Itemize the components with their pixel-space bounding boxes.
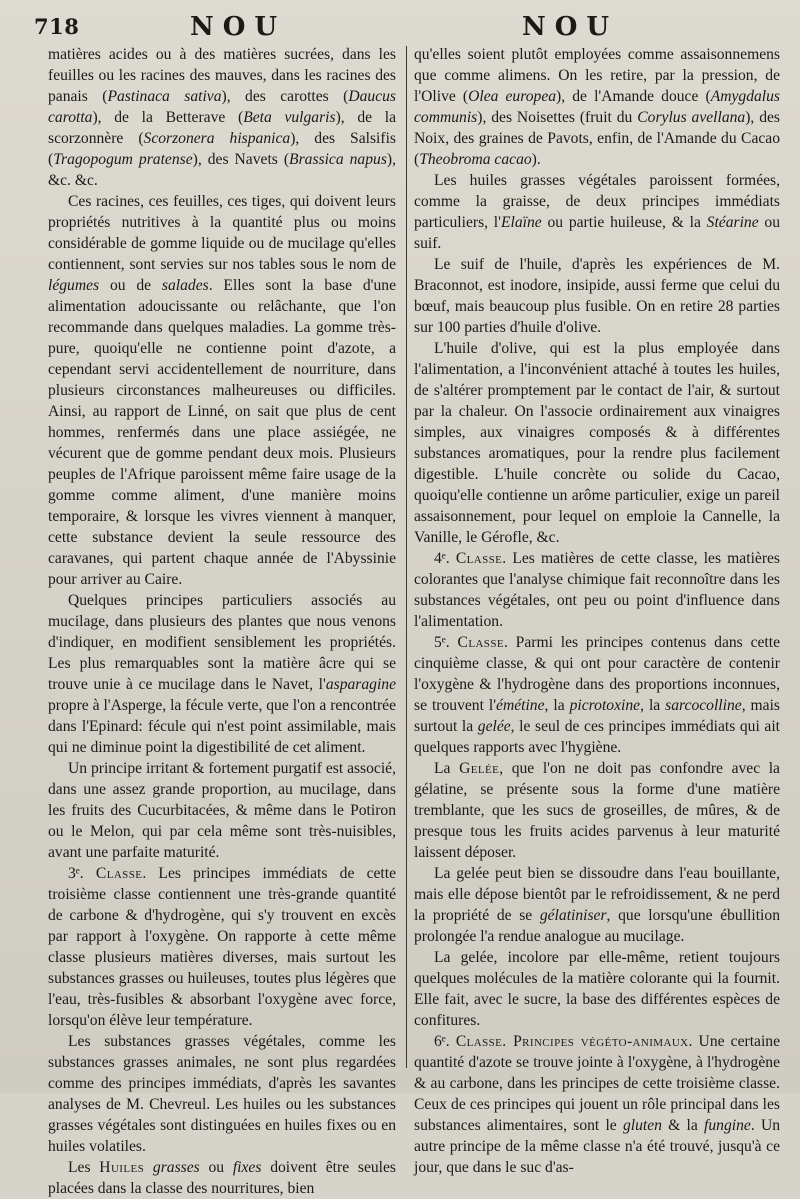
paragraph xyxy=(48,1031,396,1157)
text-run: ), &c. &c. xyxy=(48,151,396,189)
text-run: Les xyxy=(68,1159,100,1176)
text-run xyxy=(144,1159,153,1176)
paragraph xyxy=(48,590,396,758)
text-run: Les huiles grasses végétales paroissent formées, comme la graisse, de deux principes immédiats particuliers, l' xyxy=(414,172,780,231)
text-run: Ces racines, ces feuilles, ces tiges, qui doivent leurs propriétés nutritives à la quantité plus ou moins considérable de gomme liquide ou de mucilage qu'elles contiennent, sont servies sur nos tables sous le nom de xyxy=(48,193,396,273)
text-run: ou xyxy=(199,1159,233,1176)
text-run: , que lorsqu'une ébullition prolongée l'a rendue analogue au mucilage. xyxy=(414,907,780,945)
italic-term: Amygdalus communis xyxy=(414,88,780,126)
text-run: , la xyxy=(544,697,570,714)
text-run: qu'elles soient plutôt employées comme assaisonnemens que comme alimens. On les retire, par la pression, de l'Olive ( xyxy=(414,46,780,105)
text-run: 6ᵉ. xyxy=(434,1033,456,1050)
running-head-right: NOU xyxy=(522,12,619,42)
italic-term: picrotoxine xyxy=(569,697,641,714)
small-caps-term: Classe xyxy=(457,634,504,651)
text-run: ), de la Betterave ( xyxy=(92,109,244,126)
text-run: ), de la scorzonnère ( xyxy=(48,109,396,147)
paragraph xyxy=(414,44,780,170)
italic-term: Beta vulgaris xyxy=(243,109,336,126)
text-run: & la xyxy=(661,1117,705,1134)
text-run: . Les matières de cette classe, les matières colorantes que l'analyse chimique fait reconnoître dans les substances végétales, ont peu ou point d'influence dans l'alimentation. xyxy=(414,550,781,630)
paragraph xyxy=(414,758,780,863)
text-run: . Parmi les principes contenus dans cette cinquième classe, & qui ont pour caractère de contenir l'oxygène & l'hydrogène dans des proportions inconnues, se trouvent l' xyxy=(414,634,780,714)
italic-term: gélatiniser xyxy=(539,907,607,924)
italic-term: salades xyxy=(161,277,209,294)
text-run: . Un autre principe de la même classe n'a été trouvé, jusqu'à ce jour, que dans le suc d'as- xyxy=(414,1117,780,1176)
italic-term: Theobroma cacao xyxy=(419,151,532,168)
italic-term: fixes xyxy=(232,1159,262,1176)
paragraph xyxy=(414,1031,780,1178)
italic-term: Corylus avellana xyxy=(637,109,746,126)
text-run: ). xyxy=(531,151,541,168)
italic-term: Stéarine xyxy=(706,214,759,231)
italic-term: émétine xyxy=(496,697,545,714)
italic-term: fungine xyxy=(704,1117,751,1134)
italic-term: sarcocolline xyxy=(665,697,742,714)
text-run: . Elles sont la base d'une alimentation adoucissante ou relâchante, que l'on recommande dans quelques maladies. La gomme très-pure, quoiqu'elle ne contienne point d'azote, a cependant servi accidentellement de nourriture, dans plusieurs circonstances malheureuses ou difficiles. Ainsi, au rapport de Linné, on sait que plus de cent hommes, renfermés dans une place assiégée, ne vécurent que de gomme pendant deux mois. Plusieurs peuples de l'Afrique paroissent même faire usage de la gomme comme aliment, d'une manière moins temporaire, & lorsque les vivres viennent à manquer, cette substance devient la seule ressource des caravanes, qui partent chaque année de l'Abyssinie pour arriver au Caire. xyxy=(48,277,396,588)
page-header xyxy=(0,6,800,42)
text-run: L'huile d'olive, qui est la plus employée dans l'alimentation, a l'inconvénient attaché à toutes les huiles, de s'altérer promptement par le contact de l'air, & surtout par la chaleur. On l'associe ordinairement aux vinaigres simples, aux vinaigres composés & à différentes substances aromatiques, pour la rendre plus facilement digestible. L'huile concrète ou solide du Cacao, quoiqu'elle contienne un arôme particulier, exige un pareil assaisonnement, pour lequel on emploie la Cannelle, la Vanille, le Gérofle, &c. xyxy=(414,340,780,546)
text-run: ), des Noix, des graines de Pavots, enfin, de l'Amande du Cacao ( xyxy=(414,109,781,168)
text-run: ), des Salsifis ( xyxy=(48,130,396,168)
text-run: ou partie huileuse, & la xyxy=(541,214,707,231)
text-run: matières acides ou à des matières sucrées, dans les feuilles ou les racines des mauves, dans les racines des panais ( xyxy=(48,46,396,105)
right-column xyxy=(414,44,780,1178)
text-run: doivent être seules placées dans la classe des nourritures, bien xyxy=(48,1159,396,1197)
italic-term: Olea europea xyxy=(468,88,557,105)
paragraph xyxy=(48,758,396,863)
paragraph xyxy=(414,632,780,758)
text-run: La xyxy=(434,760,460,777)
italic-term: Pastinaca sativa xyxy=(107,88,222,105)
text-run: Le suif de l'huile, d'après les expériences de M. Braconnot, est inodore, insipide, aussi ferme que celui du bœuf, mais beaucoup plus fusible. On en retire 28 parties sur 100 parties d'huile d'olive. xyxy=(414,256,780,336)
italic-term: grasses xyxy=(152,1159,200,1176)
italic-term: Scorzonera hispanica xyxy=(143,130,291,147)
italic-term: gelée xyxy=(477,718,511,735)
text-run: ou suif. xyxy=(414,214,780,252)
text-run: ), de l'Amande douce ( xyxy=(556,88,711,105)
column-divider xyxy=(406,46,407,1068)
text-run: ou de xyxy=(99,277,162,294)
italic-term: Tragopogum pratense xyxy=(53,151,193,168)
paragraph xyxy=(414,863,780,947)
paragraph xyxy=(414,254,780,338)
text-columns xyxy=(48,44,788,1197)
italic-term: Brassica napus xyxy=(289,151,387,168)
text-run: La gelée, incolore par elle-même, retient toujours quelques molécules de la matière colorante qui la fournit. Elle fait, avec le sucre, la base des différentes espèces de confitures. xyxy=(414,949,780,1029)
text-run: . Une certaine quantité d'azote se trouve jointe à l'oxygène, à l'hydrogène & au carbone, dans les principes de cette troisième classe. Ceux de ces principes qui jouent un rôle principal dans les substances alimentaires, sont le xyxy=(414,1033,781,1134)
italic-term: Elaïne xyxy=(500,214,542,231)
text-run: , mais surtout la xyxy=(414,697,781,735)
paragraph xyxy=(48,44,396,191)
paragraph xyxy=(414,338,780,548)
text-run: propre à l'Asperge, la fécule verte, que l'on a rencontrée dans l'Epinard: fécule qui n'est point assimilable, mais qui ne diminue point la digestibilité de cet aliment. xyxy=(48,697,396,756)
text-run: ), des carottes ( xyxy=(221,88,349,105)
italic-term: légumes xyxy=(48,277,100,294)
text-run: Quelques principes particuliers associés au mucilage, dans plusieurs des plantes que nous venons d'indiquer, en modifient sensiblement les propriétés. Les plus remarquables sont la matière âcre qui se trouve unie à ce mucilage dans le Navet, l' xyxy=(48,592,396,693)
paragraph xyxy=(48,863,396,1031)
text-run: , que l'on ne doit pas confondre avec la gélatine, se présente sous la forme d'une matière tremblante, que les sucs de groseilles, de mûres, & de presque tous les fruits acides parvenus à leur maturité laissent déposer. xyxy=(414,760,780,861)
italic-term: asparagine xyxy=(325,676,396,693)
italic-term: Daucus carotta xyxy=(48,88,396,126)
text-run: ), des Navets ( xyxy=(192,151,290,168)
text-run: , la xyxy=(640,697,666,714)
italic-term: gluten xyxy=(622,1117,662,1134)
text-run: Un principe irritant & fortement purgatif est associé, dans une assez grande proportion, au mucilage, dans les fruits des Cucurbitacées, & même dans le Potiron ou le Melon, qui par cela même sont très-nuisibles, avant une parfaite maturité. xyxy=(48,760,396,861)
text-run: Les substances grasses végétales, comme les substances grasses animales, ne sont plus regardées comme des principes immédiats, d'après les savantes analyses de M. Chevreul. Les huiles ou les substances grasses végétales sont distinguées en huiles fixes ou en huiles volatiles. xyxy=(48,1033,396,1155)
small-caps-term: Huiles xyxy=(99,1159,145,1176)
running-head-left: NOU xyxy=(190,12,287,42)
text-run: 4ᵉ. xyxy=(434,550,456,567)
paragraph xyxy=(48,191,396,590)
small-caps-term: Classe xyxy=(95,865,143,882)
paragraph xyxy=(48,1157,396,1199)
paragraph xyxy=(414,548,780,632)
text-run: . Les principes immédiats de cette troisième classe contiennent une très-grande quantité de carbone & d'hydrogène, qui s'y trouvent en excès par rapport à l'oxygène. On rapporte à cette même classe plusieurs matières diverses, mais surtout les substances grasses ou huileuses, toutes plus légères que l'eau, très-fusibles & absorbant l'oxygène avec force, lorsqu'on élève leur température. xyxy=(48,865,397,1029)
text-run: , le seul de ces principes immédiats qui ait quelques rapports avec l'hygiène. xyxy=(414,718,780,756)
left-column xyxy=(48,44,396,1199)
paragraph xyxy=(414,170,780,254)
paragraph xyxy=(414,947,780,1031)
small-caps-term: Gelée xyxy=(459,760,500,777)
small-caps-term: Classe xyxy=(455,550,503,567)
small-caps-term: Classe. Principes végéto-animaux xyxy=(455,1033,689,1050)
text-run: 5ᵉ. xyxy=(434,634,458,651)
text-run: 3ᵉ. xyxy=(68,865,96,882)
page-number: 718 xyxy=(34,14,80,39)
text-run: ), des Noisettes (fruit du xyxy=(477,109,638,126)
text-run: La gelée peut bien se dissoudre dans l'eau bouillante, mais elle dépose bientôt par le refroidissement, & ne perd la propriété de se xyxy=(414,865,780,924)
